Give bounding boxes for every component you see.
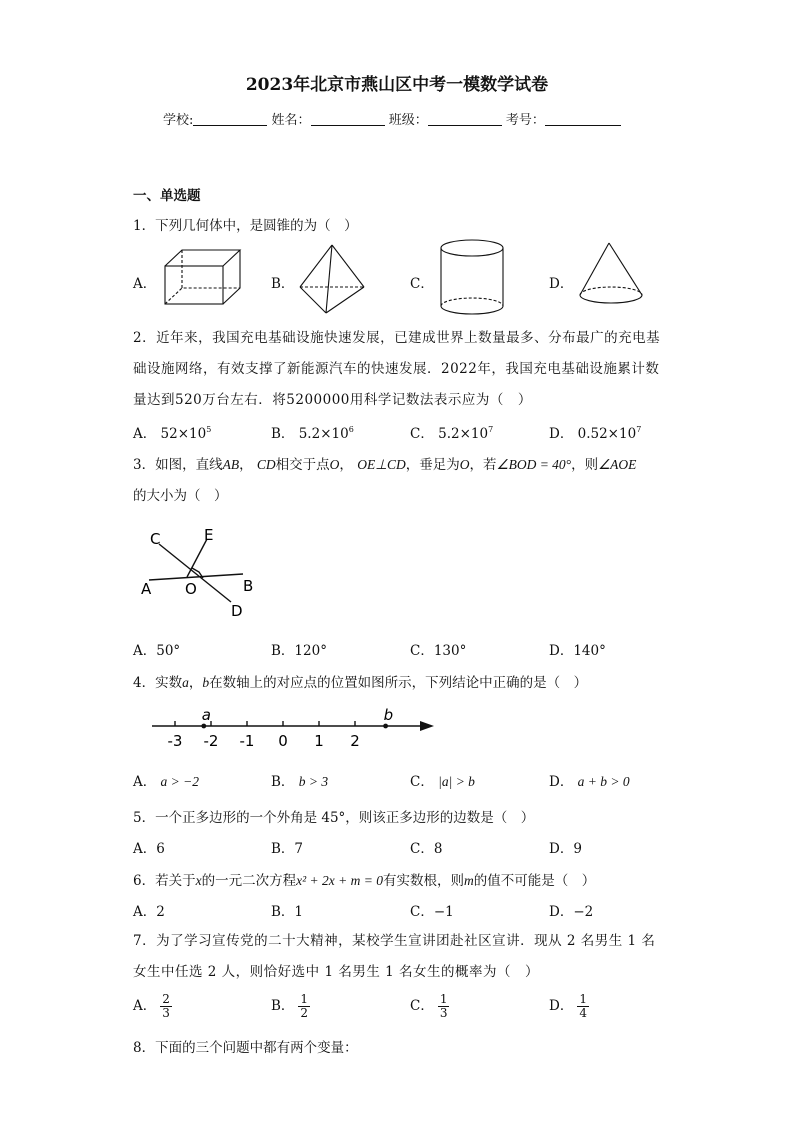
q2-option-c[interactable]: C． $5.2\times 10^7$ xyxy=(410,425,494,442)
q3-stem: 3．如图，直线AB， CD相交于点O， OE⊥CD，垂足为O，若∠BOD = 40°，则∠AOE xyxy=(133,457,637,473)
q1-label-a: A． xyxy=(133,276,157,292)
axis-tick-label: 0 xyxy=(278,732,288,750)
q4-option-b[interactable]: B． b > 3 xyxy=(271,774,329,790)
pyramid-figure xyxy=(296,243,368,317)
q3-stem-line2: 的大小为（ ） xyxy=(133,488,228,504)
q6-option-a[interactable]: A．2 xyxy=(133,904,165,920)
q5-option-b[interactable]: B．7 xyxy=(271,841,304,857)
q1-stem: 1．下列几何体中，是圆锥的为（ ） xyxy=(133,218,358,234)
cylinder-figure xyxy=(437,238,507,318)
cone-figure xyxy=(576,240,646,308)
label-e: E xyxy=(204,526,214,544)
q4-stem: 4．实数a，b在数轴上的对应点的位置如图所示，下列结论中正确的是（ ） xyxy=(133,675,588,691)
cuboid-figure xyxy=(160,246,244,308)
q5-option-d[interactable]: D．9 xyxy=(549,841,582,857)
q7-option-d[interactable]: D． $\frac{1}{4}$ xyxy=(549,992,587,1020)
axis-tick-label: -2 xyxy=(203,732,219,750)
axis-tick-label: -3 xyxy=(167,732,183,750)
q5-option-a[interactable]: A．6 xyxy=(133,841,165,857)
name-blank[interactable] xyxy=(311,112,385,126)
q7-stem: 7．为了学习宣传党的二十大精神，某校学生宣讲团赴社区宣讲．现从 2 名男生 1 名女生中任选 2 人，则恰好选中 1 名男生 1 名女生的概率为（ ） xyxy=(133,933,656,980)
q1-label-b: B． xyxy=(271,276,295,292)
student-info-line xyxy=(163,109,621,128)
label-d: D xyxy=(231,602,243,620)
class-blank[interactable] xyxy=(428,112,502,126)
q4-option-c[interactable]: C． |a| > b xyxy=(410,774,475,790)
q5-stem: 5．一个正多边形的一个外角是 45°，则该正多边形的边数是（ ） xyxy=(133,810,535,826)
q1-label-d: D． xyxy=(549,276,574,292)
number-line-figure xyxy=(148,700,440,752)
q4-option-a[interactable]: A． a > −2 xyxy=(133,774,200,790)
label-b: B xyxy=(243,577,254,595)
q7-option-a[interactable]: A． $\frac{2}{3}$ xyxy=(133,992,170,1020)
school-blank[interactable] xyxy=(193,112,267,126)
q3-option-d[interactable]: D．140° xyxy=(549,643,606,659)
q8-stem: 8．下面的三个问题中都有两个变量： xyxy=(133,1040,358,1056)
label-c: C xyxy=(150,530,161,548)
q2-option-b[interactable]: B． $5.2\times 10^6$ xyxy=(271,425,354,442)
point-label-a: a xyxy=(201,706,212,724)
point-b xyxy=(383,724,388,729)
label-a: A xyxy=(141,580,152,598)
point-a xyxy=(201,724,206,729)
q6-option-d[interactable]: D．−2 xyxy=(549,904,594,920)
arrow-icon xyxy=(420,721,434,731)
q1-label-c: C． xyxy=(410,276,434,292)
exam-no-label: 考号： xyxy=(505,113,545,128)
q5-option-c[interactable]: C．8 xyxy=(410,841,443,857)
q2-option-d[interactable]: D． $0.52\times 10^7$ xyxy=(549,425,642,442)
school-label: 学校: xyxy=(163,113,194,128)
q7-option-c[interactable]: C． $\frac{1}{3}$ xyxy=(410,992,448,1020)
axis-tick-label: 2 xyxy=(350,732,360,750)
q3-option-b[interactable]: B．120° xyxy=(271,643,327,659)
exam-no-blank[interactable] xyxy=(545,112,621,126)
name-label: 姓名： xyxy=(271,113,311,128)
q6-option-c[interactable]: C．−1 xyxy=(410,904,454,920)
label-o: O xyxy=(185,580,197,598)
point-label-b: b xyxy=(383,706,394,724)
intersecting-lines-figure xyxy=(135,522,265,622)
q2-option-a[interactable]: A． $52\times 10^5$ xyxy=(133,425,212,442)
q3-option-a[interactable]: A．50° xyxy=(133,643,181,659)
q4-option-d[interactable]: D． a + b > 0 xyxy=(549,774,630,790)
section-heading: 一、单选题 xyxy=(133,188,201,204)
q2-stem: 2．近年来，我国充电基础设施快速发展，已建成世界上数量最多、分布最广的充电基础设施网络，有效支撑了新能源汽车的快速发展．2022年，我国充电基础设施累计数量达到520万台左右．将5200000用科学记数法表示应为（ ） xyxy=(133,330,661,408)
q6-stem: 6．若关于x的一元二次方程x² + 2x + m = 0有实数根，则m的值不可能是（ ） xyxy=(133,873,596,889)
class-label: 班级： xyxy=(388,113,428,128)
q3-option-c[interactable]: C．130° xyxy=(410,643,467,659)
axis-tick-label: 1 xyxy=(314,732,324,750)
q6-option-b[interactable]: B．1 xyxy=(271,904,304,920)
axis-tick-label: -1 xyxy=(239,732,255,750)
exam-title: 2023年北京市燕山区中考一模数学试卷 xyxy=(245,75,549,95)
q7-option-b[interactable]: B． $\frac{1}{2}$ xyxy=(271,992,309,1020)
